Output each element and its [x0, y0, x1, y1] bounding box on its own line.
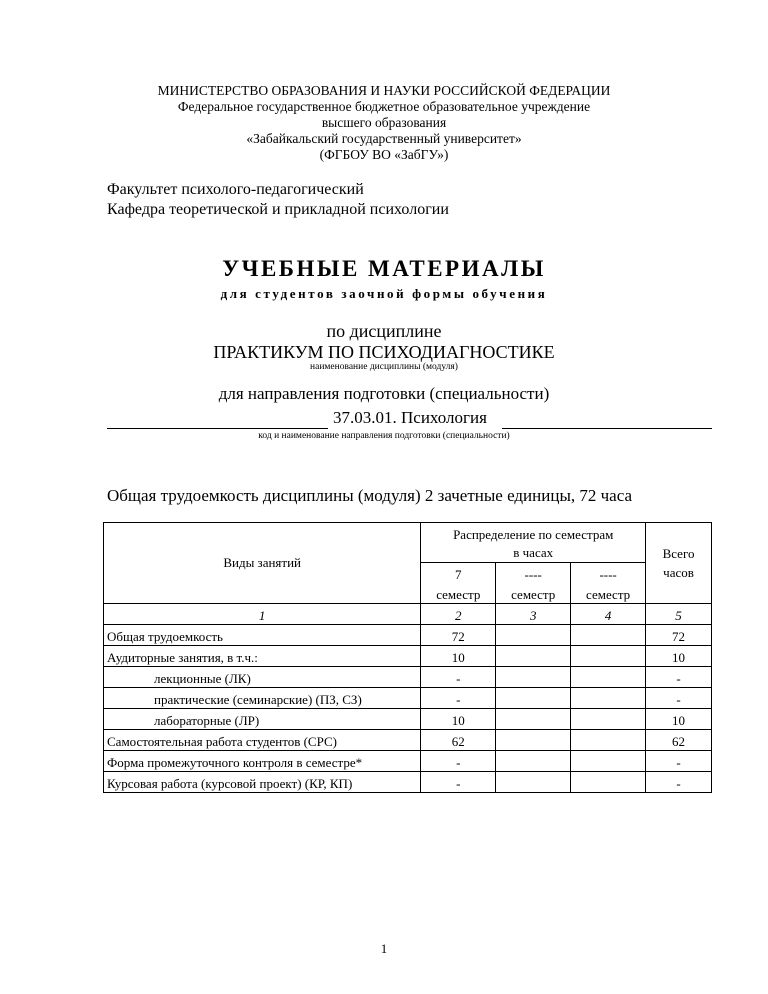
table-row — [104, 751, 712, 772]
row-sem2 — [496, 772, 571, 793]
row-sem1: 10 — [421, 709, 496, 730]
institution-type-line: Федеральное государственное бюджетное образовательное учреждение — [177, 99, 591, 114]
sem3-word: семестр — [571, 583, 646, 604]
row-sem2 — [496, 688, 571, 709]
row-label: Общая трудоемкость — [104, 625, 421, 646]
row-sem2 — [496, 709, 571, 730]
row-sem1: 62 — [421, 730, 496, 751]
direction-name: 37.03.01. Психология — [333, 408, 487, 427]
row-total: - — [646, 688, 712, 709]
row-sem2 — [496, 646, 571, 667]
col-number-2: 2 — [421, 604, 496, 625]
table-row — [104, 772, 712, 793]
row-sem1: - — [421, 667, 496, 688]
row-total: - — [646, 667, 712, 688]
sem1-top: 7 — [421, 563, 496, 584]
workload-table — [103, 522, 712, 793]
col-number-3: 3 — [496, 604, 571, 625]
department-line: Кафедра теоретической и прикладной психологии — [107, 201, 449, 218]
row-sem2 — [496, 751, 571, 772]
discipline-hint: наименование дисциплины (модуля) — [310, 362, 458, 372]
document-subtitle: для студентов заочной формы обучения — [220, 286, 548, 301]
col-number-1: 1 — [104, 604, 421, 625]
table-row — [104, 688, 712, 709]
row-sem2 — [496, 730, 571, 751]
row-sem2 — [496, 667, 571, 688]
direction-label: для направления подготовки (специальности) — [218, 384, 550, 403]
row-sem1: - — [421, 751, 496, 772]
row-sem1: 72 — [421, 625, 496, 646]
row-sem3 — [571, 625, 646, 646]
sem3-top: ---- — [571, 563, 646, 584]
header-distribution-line2: в часах — [513, 545, 554, 560]
row-sem3 — [571, 688, 646, 709]
row-sem3 — [571, 646, 646, 667]
row-total: 10 — [646, 709, 712, 730]
row-sem3 — [571, 709, 646, 730]
row-sem3 — [571, 772, 646, 793]
discipline-label: по дисциплине — [326, 321, 442, 341]
row-label: Самостоятельная работа студентов (СРС) — [104, 730, 421, 751]
row-label: Курсовая работа (курсовой проект) (КР, КП) — [104, 772, 421, 793]
header-distribution — [421, 523, 646, 563]
row-sem3 — [571, 667, 646, 688]
page-number: 1 — [380, 941, 388, 956]
row-label: лабораторные (ЛР) — [104, 709, 421, 730]
row-total: - — [646, 772, 712, 793]
ministry-line: МИНИСТЕРСТВО ОБРАЗОВАНИЯ И НАУКИ РОССИЙСКОЙ ФЕДЕРАЦИИ — [157, 83, 611, 98]
total-workload: Общая трудоемкость дисциплины (модуля) 2 зачетные единицы, 72 часа — [107, 486, 633, 505]
row-sem1: 10 — [421, 646, 496, 667]
row-total: 62 — [646, 730, 712, 751]
header-total — [646, 523, 712, 604]
col-number-4: 4 — [571, 604, 646, 625]
row-sem3 — [571, 730, 646, 751]
education-level-line: высшего образования — [321, 115, 447, 130]
row-sem2 — [496, 625, 571, 646]
sem2-top: ---- — [496, 563, 571, 584]
table-row — [104, 730, 712, 751]
university-name-line: «Забайкальский государственный университет» — [246, 131, 522, 146]
table-row — [104, 709, 712, 730]
row-label: практические (семинарские) (ПЗ, СЗ) — [104, 688, 421, 709]
header-distribution-line1: Распределение по семестрам — [453, 527, 614, 542]
row-total: 10 — [646, 646, 712, 667]
sem2-word: семестр — [496, 583, 571, 604]
discipline-name: ПРАКТИКУМ ПО ПСИХОДИАГНОСТИКЕ — [213, 342, 555, 362]
header-kinds: Виды занятий — [104, 523, 421, 604]
direction-underline-right — [502, 428, 712, 429]
direction-hint: код и наименование направления подготовки (специальности) — [258, 431, 510, 441]
row-label: лекционные (ЛК) — [104, 667, 421, 688]
table-row — [104, 667, 712, 688]
row-total: 72 — [646, 625, 712, 646]
table-row — [104, 646, 712, 667]
document-title: УЧЕБНЫЕ МАТЕРИАЛЫ — [222, 256, 546, 281]
header-total-line1: Всего — [662, 546, 695, 561]
row-label: Форма промежуточного контроля в семестре* — [104, 751, 421, 772]
sem1-word: семестр — [421, 583, 496, 604]
row-sem3 — [571, 751, 646, 772]
row-sem1: - — [421, 772, 496, 793]
header-total-line2: часов — [663, 565, 694, 580]
col-number-5: 5 — [646, 604, 712, 625]
direction-underline-left — [107, 428, 328, 429]
table-row — [104, 625, 712, 646]
row-label: Аудиторные занятия, в т.ч.: — [104, 646, 421, 667]
row-total: - — [646, 751, 712, 772]
faculty-line: Факультет психолого-педагогический — [107, 181, 364, 198]
row-sem1: - — [421, 688, 496, 709]
university-abbr-line: (ФГБОУ ВО «ЗабГУ») — [319, 147, 449, 162]
